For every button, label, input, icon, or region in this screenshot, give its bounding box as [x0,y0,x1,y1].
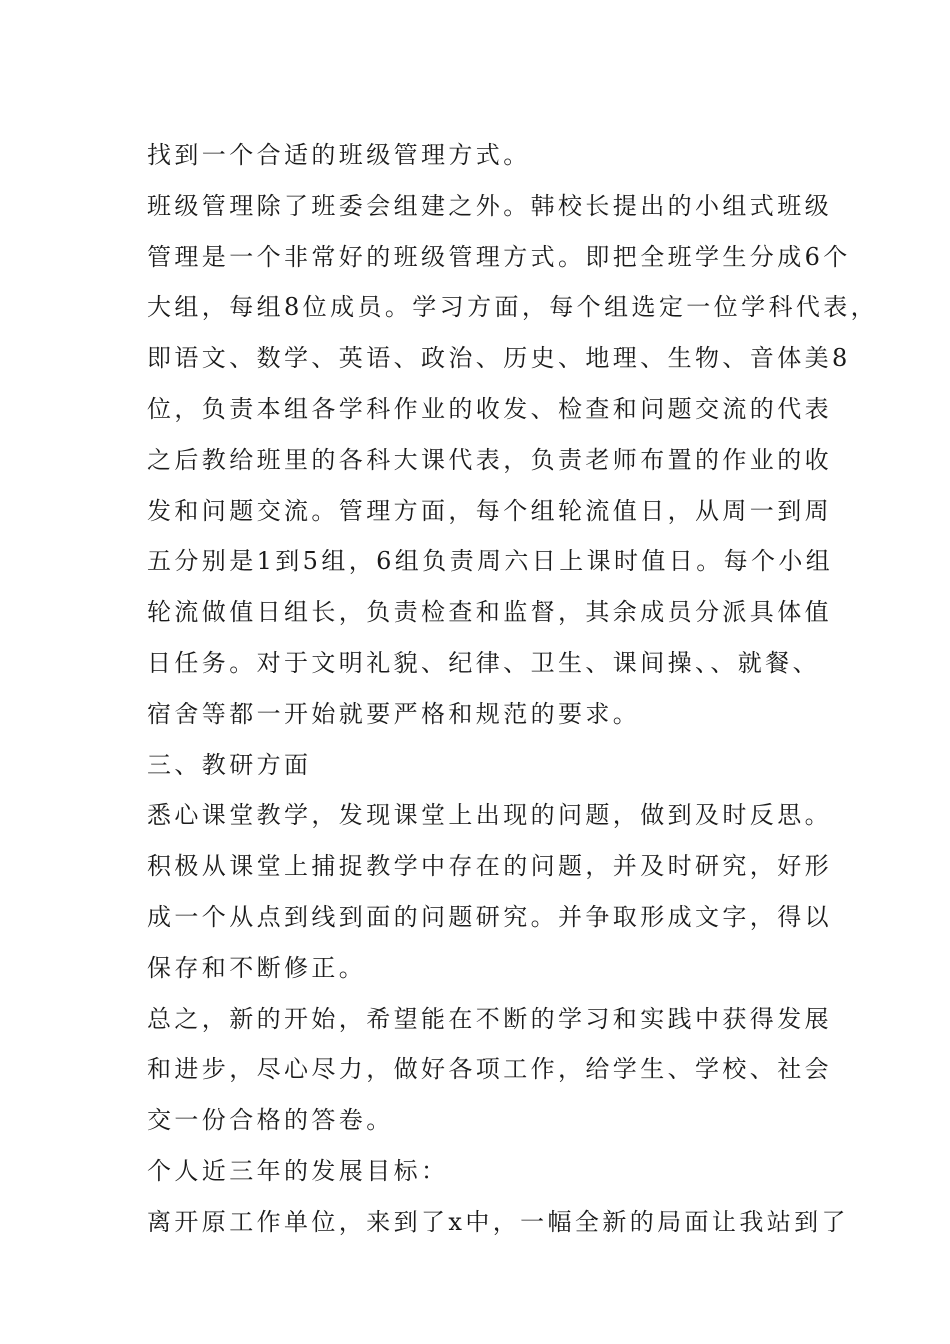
text-line: 成一个从点到线到面的问题研究。并争取形成文字，得以 [147,902,832,931]
text-line: 五分别是1到5组，6组负责周六日上课时值日。每个小组 [147,547,834,576]
document-body [147,130,879,1248]
section-heading: 个人近三年的发展目标： [147,1156,449,1185]
section-heading: 三、教研方面 [147,750,312,779]
text-line: 离开原工作单位，来到了x中，一幅全新的局面让我站到了 [147,1207,849,1236]
text-line: 悉心课堂教学，发现课堂上出现的问题，做到及时反思。 [147,801,832,830]
text-line: 宿舍等都一开始就要严格和规范的要求。 [147,699,641,728]
text-line: 总之，新的开始，希望能在不断的学习和实践中获得发展 [147,1004,832,1033]
text-line: 管理是一个非常好的班级管理方式。即把全班学生分成6个 [147,242,851,271]
text-line: 保存和不断修正。 [147,953,367,982]
text-line: 日任务。对于文明礼貌、纪律、卫生、课间操、、就餐、 [147,648,820,677]
text-line: 和进步，尽心尽力，做好各项工作，给学生、学校、社会 [147,1055,832,1084]
text-line: 找到一个合适的班级管理方式。 [147,141,531,169]
text-line: 位，负责本组各学科作业的收发、检查和问题交流的代表 [147,394,832,423]
text-line: 之后教给班里的各科大课代表，负责老师布置的作业的收 [147,445,832,474]
text-line: 积极从课堂上捕捉教学中存在的问题，并及时研究，好形 [147,852,832,881]
text-line: 即语文、数学、英语、政治、历史、地理、生物、音体美8 [147,344,851,373]
text-line: 大组，每组8位成员。学习方面，每个组选定一位学科代表， [147,293,879,322]
text-line: 班级管理除了班委会组建之外。韩校长提出的小组式班级 [147,191,832,220]
text-line: 轮流做值日组长，负责检查和监督，其余成员分派具体值 [147,598,832,627]
text-line: 交一份合格的答卷。 [147,1106,394,1135]
text-line: 发和问题交流。管理方面，每个组轮流值日，从周一到周 [147,496,832,525]
